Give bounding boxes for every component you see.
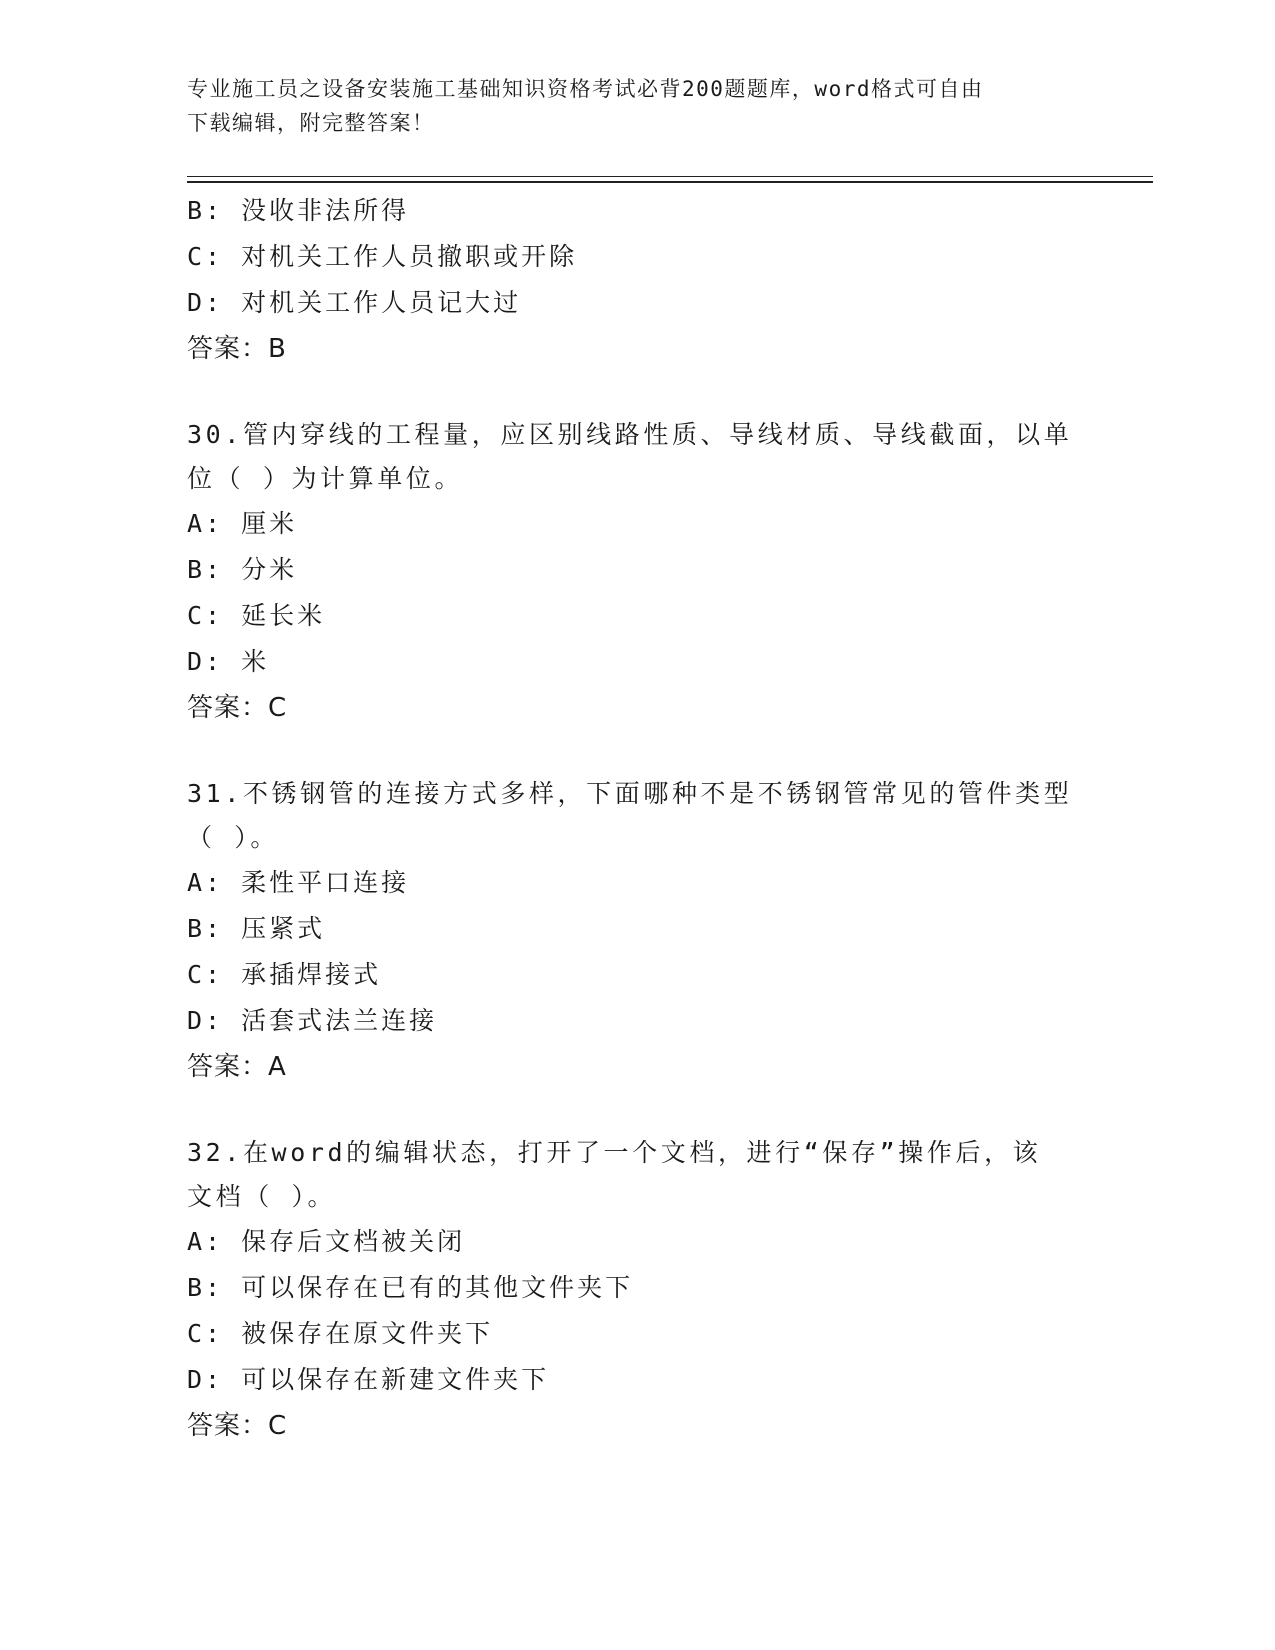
question-29-continued <box>187 188 1087 372</box>
option-d: D: 对机关工作人员记大过 <box>187 288 522 317</box>
question-stem-line-2: （ ）。 <box>187 823 279 852</box>
question-stem-line-1: 30.管内穿线的工程量，应区别线路性质、导线材质、导线截面，以单 <box>187 420 1073 449</box>
question-stem-line-2: 位（ ）为计算单位。 <box>187 464 464 493</box>
option-c: C: 延长米 <box>187 601 326 630</box>
option-a: A: 柔性平口连接 <box>187 868 410 897</box>
option-d: D: 米 <box>187 647 270 676</box>
document-body <box>187 188 1087 1449</box>
header-line-1: 专业施工员之设备安装施工基础知识资格考试必背200题题库，word格式可自由 <box>187 77 984 101</box>
question-stem-line-1: 32.在word的编辑状态，打开了一个文档，进行“保存”操作后，该 <box>187 1138 1042 1167</box>
answer-line: 答案：B <box>187 334 287 364</box>
answer-line: 答案：C <box>187 1411 288 1441</box>
option-c: C: 对机关工作人员撤职或开除 <box>187 242 578 271</box>
answer-line: 答案：A <box>187 1052 287 1082</box>
question-stem-line-2: 文档（ ）。 <box>187 1182 337 1211</box>
document-header <box>187 72 1087 140</box>
option-b: B: 没收非法所得 <box>187 196 410 225</box>
question-stem-line-1: 31.不锈钢管的连接方式多样，下面哪种不是不锈钢管常见的管件类型 <box>187 779 1073 808</box>
option-c: C: 承插焊接式 <box>187 960 382 989</box>
answer-line: 答案：C <box>187 693 288 723</box>
option-b: B: 分米 <box>187 555 298 584</box>
option-d: D: 可以保存在新建文件夹下 <box>187 1365 550 1394</box>
header-rule-thick <box>187 181 1153 183</box>
question-31 <box>187 772 1087 1090</box>
header-line-2: 下载编辑，附完整答案！ <box>187 111 435 135</box>
question-32 <box>187 1131 1087 1449</box>
option-c: C: 被保存在原文件夹下 <box>187 1319 494 1348</box>
option-b: B: 压紧式 <box>187 914 326 943</box>
header-rule-thin <box>187 176 1153 177</box>
option-d: D: 活套式法兰连接 <box>187 1006 438 1035</box>
option-b: B: 可以保存在已有的其他文件夹下 <box>187 1273 634 1302</box>
option-a: A: 厘米 <box>187 509 298 538</box>
option-a: A: 保存后文档被关闭 <box>187 1227 466 1256</box>
question-30 <box>187 413 1087 731</box>
